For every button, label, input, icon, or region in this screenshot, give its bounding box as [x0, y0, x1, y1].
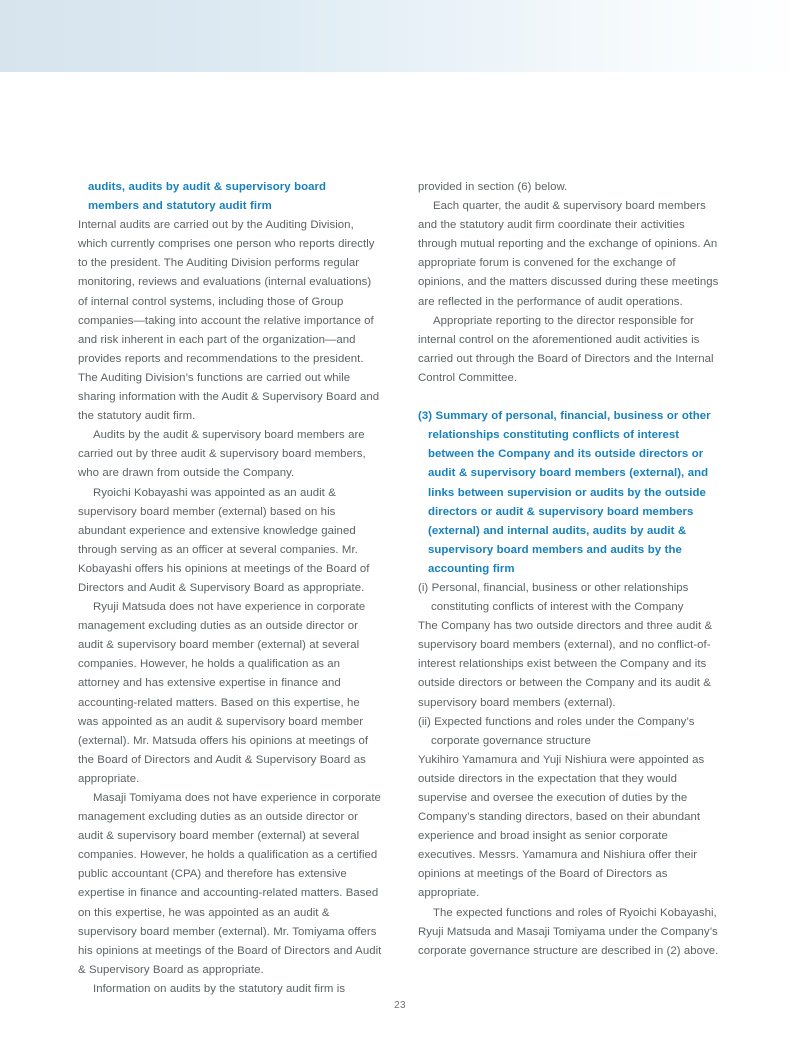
paragraph-masaji-tomiyama: Masaji Tomiyama does not have experience in corporate management excluding duties as an outside director or audit & supervisory board member (external) at several companies. However, he holds a qualification as a certified public accountant (CPA) and therefore has extensive expertise in finance and accounting-related matters. Based on this expertise, he was appointed as an audit & supervisory board member (external). Mr. Tomiyama offers his opinions at meetings of the Board of Directors and Audit & Supervisory Board as appropriate. — [78, 792, 382, 976]
right-column — [418, 178, 722, 961]
item-i-body: The Company has two outside directors and three audit & supervisory board members (external), and no conflict-of-interest relationships exist between the Company and its outside directors or between the Company and its audit & supervisory board members (external). — [418, 620, 713, 709]
paragraph-ryuji-matsuda: Ryuji Matsuda does not have experience in corporate management excluding duties as an outside director or audit & supervisory board member (external) at several companies. However, he holds a qualification as an attorney and has extensive expertise in finance and accounting-related matters. Based on this expertise, he was appointed as an audit & supervisory board member (external). Mr. Matsuda offers his opinions at meetings of the Board of Directors and Audit & Supervisory Board as appropriate. — [78, 601, 369, 785]
paragraph-continuation-section6: provided in section (6) below. — [418, 181, 568, 193]
item-ii-body-yamamura-nishiura: Yukihiro Yamamura and Yuji Nishiura were appointed as outside directors in the expectation that they would supervise and oversee the execution of duties by the Company’s standing directors, based on their abundant experience and broad insight as senior corporate executives. Messrs. Yamamura and Nishiura offer their opinions at meetings of the Board of Directors as appropriate. — [418, 753, 705, 900]
paragraph-ryoichi-kobayashi: Ryoichi Kobayashi was appointed as an audit & supervisory board member (external) based on his abundant experience and extensive knowledge gained through serving as an officer at several companies. Mr. Kobayashi offers his opinions at meetings of the Board of Directors and Audit & Supervisory Board as appropriate. — [78, 486, 370, 594]
left-column — [78, 178, 382, 999]
item-ii-body-expected-functions: The expected functions and roles of Ryoichi Kobayashi, Ryuji Matsuda and Masaji Tomiyama under the Company’s corporate governance structure are described in (2) above. — [418, 906, 719, 957]
section-heading-line-2: members and statutory audit firm — [88, 200, 272, 213]
section-spacer — [418, 388, 722, 407]
paragraph-audits-by-board-members: Audits by the audit & supervisory board members are carried out by three audit & supervisory board members, who are drawn from outside the Company. — [78, 429, 366, 480]
page-number: 23 — [394, 1000, 406, 1011]
paragraph-appropriate-reporting: Appropriate reporting to the director responsible for internal control on the aforementioned audit activities is carried out through the Board of Directors and the Internal Control Committee. — [418, 314, 714, 384]
paragraph-each-quarter: Each quarter, the audit & supervisory board members and the statutory audit firm coordinate their activities through mutual reporting and the exchange of opinions. An appropriate forum is convened for the exchange of opinions, and the matters discussed during these meetings are reflected in the performance of audit operations. — [418, 200, 719, 308]
section-heading-line-1: audits, audits by audit & supervisory board — [88, 181, 327, 193]
section-3-heading: (3) Summary of personal, financial, business or other relationships constituting conflicts of interest between the Company and its outside directors or audit & supervisory board members (external), and links between supervision or audits by the outside directors or audit & supervisory board members (external) and internal audits, audits by audit & supervisory board members and audits by the accounting firm — [418, 410, 711, 575]
paragraph-internal-audits: Internal audits are carried out by the Auditing Division, which currently comprises one person who reports directly to the president. The Auditing Division performs regular monitoring, reviews and evaluations (internal evaluations) of internal control systems, including those of Group companies—taking into account the relative importance of and risk inherent in each part of the organization—and provides reports and recommendations to the president. The Auditing Division’s functions are carried out while sharing information with the Audit & Supervisory Board and the statutory audit firm. — [78, 219, 380, 423]
section-heading-audits — [78, 178, 382, 216]
header-gradient-right-fade — [784, 0, 800, 72]
paragraph-statutory-audit-firm-info: Information on audits by the statutory audit firm is — [93, 982, 346, 995]
item-ii-heading: (ii) Expected functions and roles under the Company’s corporate governance structure — [418, 715, 695, 747]
header-gradient-band — [0, 0, 800, 72]
item-i-heading: (i) Personal, financial, business or other relationships constituting conflicts of interest with the Company — [418, 581, 689, 614]
